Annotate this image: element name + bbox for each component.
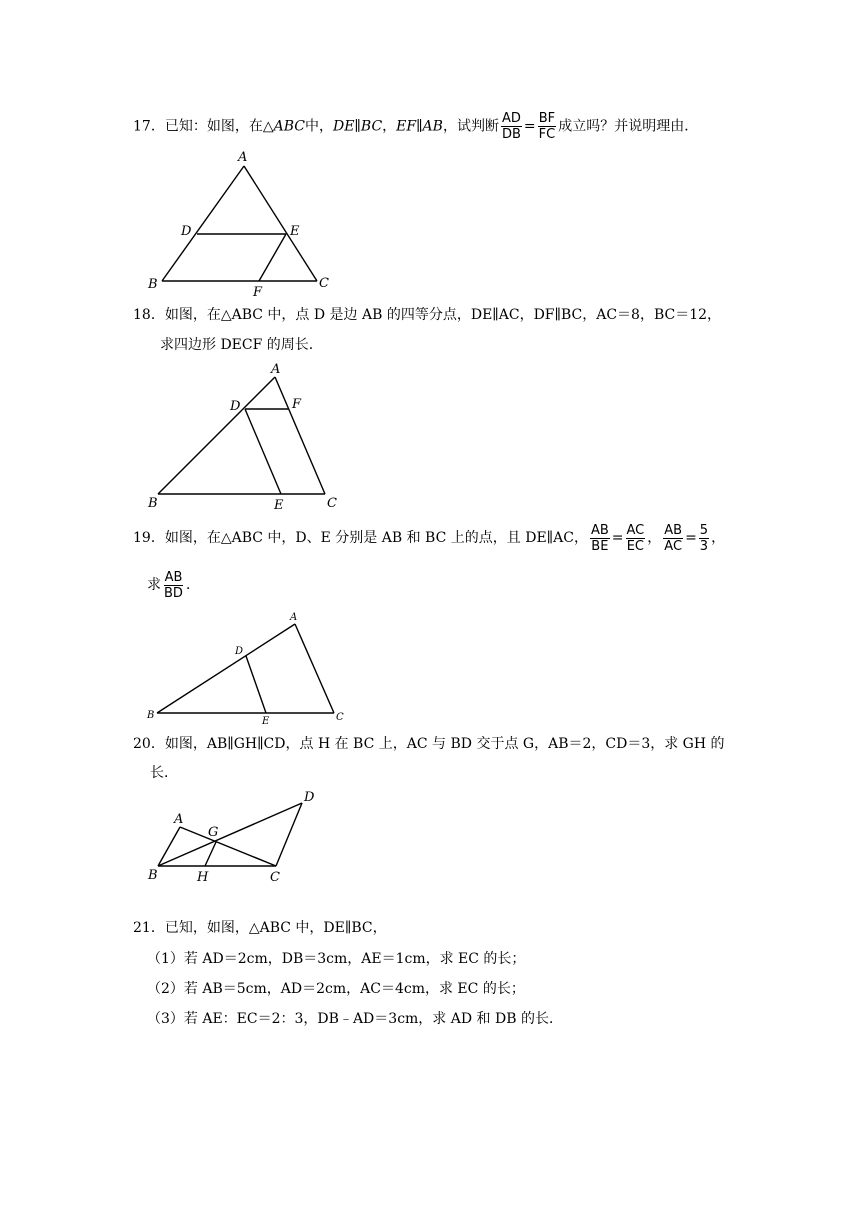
fraction-denominator: FC (538, 127, 556, 142)
fraction-numerator: 5 (699, 522, 709, 538)
problem-text: 已知：如图，在△ (164, 118, 274, 135)
problem-text: 长． (150, 765, 178, 781)
point-label-d: D (235, 646, 244, 657)
subquestion-text: （1）若 AD＝2cm，DB＝3cm，AE＝1cm，求 EC 的长； (147, 951, 526, 967)
problem-text: 成立吗？并说明理由． (558, 118, 699, 135)
point-label-f: F (292, 397, 302, 412)
fraction-denominator: BD (164, 585, 183, 601)
equals-sign: = (611, 530, 624, 546)
point-label-f: F (253, 285, 263, 300)
problem-number: 19． (133, 530, 165, 546)
problem-21-subquestion-3 (147, 1009, 563, 1029)
problem-number: 17． (133, 118, 165, 135)
fraction-numerator: AB (664, 522, 683, 538)
equals-sign: = (523, 118, 536, 135)
parallel-statement: EF∥AB (396, 118, 443, 135)
problem-text: 已知，如图，△ABC 中，DE∥BC， (164, 920, 387, 936)
point-label-c: C (327, 496, 337, 511)
problem-number: 21． (133, 920, 165, 936)
point-label-g: G (208, 825, 219, 840)
separator: ， (382, 118, 397, 135)
problem-text: 如图，在△ABC 中，D、E 分别是 AB 和 BC 上的点，且 DE∥AC， (164, 530, 588, 546)
fraction-numerator: AB (590, 522, 609, 538)
separator: ． (185, 577, 200, 593)
point-label-h: H (197, 870, 209, 885)
problem-21-subquestion-2 (147, 979, 525, 999)
separator: ， (647, 530, 662, 546)
fraction-numerator: BF (538, 111, 556, 126)
fraction-denominator: BE (591, 538, 609, 554)
problem-text: 如图，AB∥GH∥CD，点 H 在 BC 上，AC 与 BD 交于点 G，AB＝2，CD＝3，求 GH 的 (164, 736, 725, 752)
fraction-denominator: EC (626, 538, 645, 554)
subquestion-text: （2）若 AB＝5cm，AD＝2cm，AC＝4cm，求 EC 的长； (147, 981, 525, 997)
fraction-denominator: AC (664, 538, 683, 554)
point-label-c: C (319, 276, 329, 291)
problem-text: 如图，在△ABC 中，点 D 是边 AB 的四等分点，DE∥AC，DF∥BC，AC＝8，BC＝12， (164, 307, 722, 323)
problem-number: 20． (133, 736, 165, 752)
parallel-statement: DE∥BC (332, 118, 383, 135)
point-label-b: B (147, 710, 155, 721)
separator: ， (711, 530, 726, 546)
point-label-d: D (181, 224, 192, 239)
point-label-a: A (238, 150, 248, 165)
point-label-a: A (174, 812, 184, 827)
point-label-e: E (274, 498, 284, 513)
point-label-b: B (148, 868, 158, 883)
problem-21-line-1 (133, 918, 387, 938)
fraction-numerator: AB (164, 569, 183, 585)
problem-text: 求四边形 DECF 的周长． (160, 337, 323, 353)
point-label-a: A (290, 612, 298, 623)
problem-text: ，试判断 (442, 118, 499, 135)
problem-21-subquestion-1 (147, 949, 525, 969)
point-label-b: B (148, 277, 158, 292)
problem-text: 求 (147, 577, 161, 593)
triangle-name: ABC (273, 118, 305, 135)
point-label-b: B (148, 496, 158, 511)
point-label-c: C (336, 712, 344, 723)
point-label-c: C (270, 870, 280, 885)
equals-sign: = (685, 530, 697, 546)
point-label-e: E (262, 716, 270, 727)
subquestion-text: （3）若 AE：EC＝2：3，DB﹣AD＝3cm，求 AD 和 DB 的长． (147, 1011, 563, 1027)
fraction-numerator: AC (626, 522, 645, 538)
point-label-d: D (304, 790, 315, 805)
fraction-denominator: DB (501, 127, 521, 142)
point-label-a: A (271, 362, 281, 377)
problem-text: 中， (304, 118, 333, 135)
point-label-e: E (290, 224, 300, 239)
point-label-d: D (230, 399, 241, 414)
problem-number: 18． (133, 307, 165, 323)
fraction-numerator: AD (501, 111, 521, 126)
fraction-denominator: 3 (699, 538, 709, 554)
